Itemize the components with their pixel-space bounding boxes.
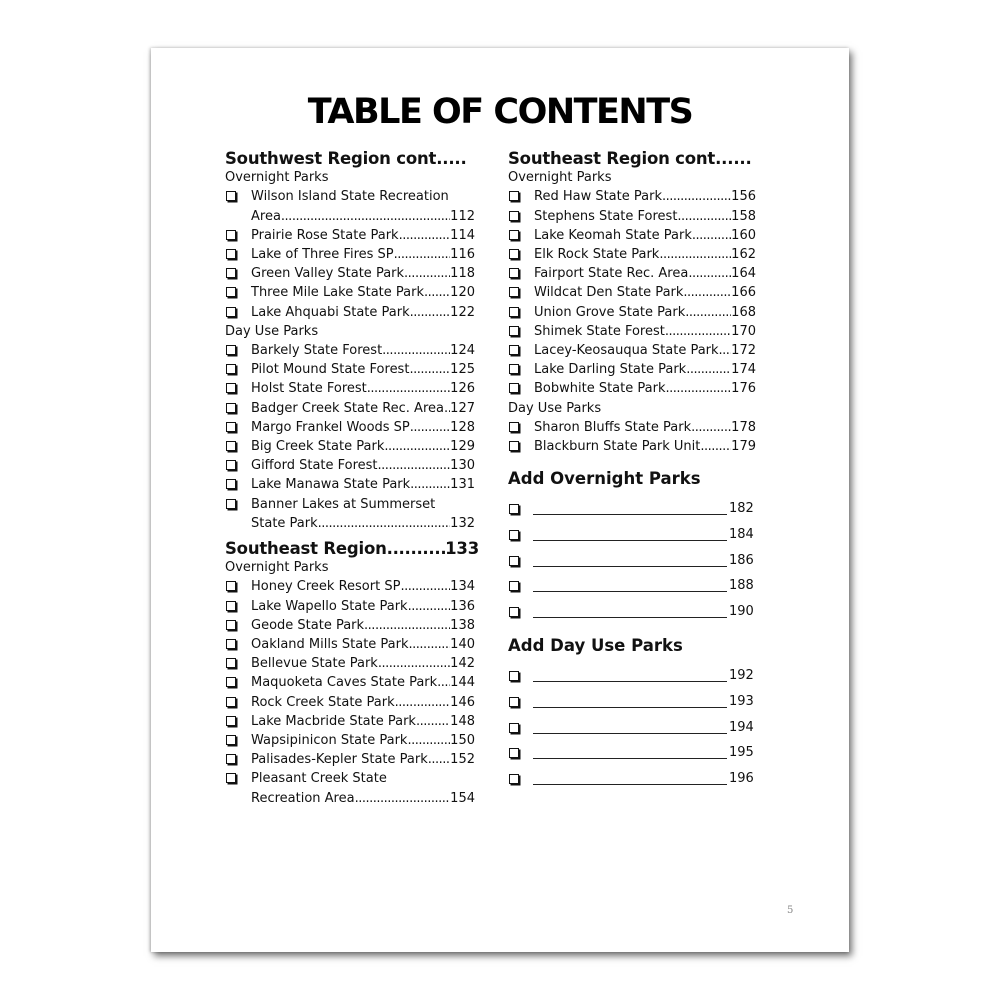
checkbox-icon[interactable] [509,697,519,707]
entry-page-number: 186 [729,552,754,568]
entry-page-number: 196 [729,771,754,787]
entry-label: Sharon Bluffs State Park [534,419,692,435]
entry-label: Margo Frankel Woods SP [251,419,410,435]
section-heading-add-day-use: Add Day Use Parks [508,636,683,656]
page-number: 5 [787,905,794,916]
leader-dots [378,654,450,673]
left-column [225,149,485,808]
checkbox-icon[interactable] [509,504,519,514]
blank-entry[interactable] [508,518,760,544]
toc-entry[interactable] [225,635,485,654]
checkbox-icon[interactable] [226,422,236,432]
leader-dots [394,245,451,264]
checkbox-icon[interactable] [509,326,519,336]
toc-entry[interactable] [225,264,485,283]
entry-page-number: 178 [731,419,756,435]
blank-entry[interactable] [508,544,760,570]
entry-page-number: 146 [450,694,475,710]
checkbox-icon[interactable] [509,345,519,355]
entry-label: Lake Darling State Park [534,362,687,378]
checkbox-icon[interactable] [226,191,236,201]
entry-label: Blackburn State Park Unit [534,439,701,454]
checkbox-icon[interactable] [226,639,236,649]
toc-entry[interactable] [508,283,760,302]
leader-dots [665,379,731,398]
entry-page-number: 148 [450,713,475,729]
leader-dots [382,341,450,360]
toc-entry[interactable] [508,207,760,226]
write-in-line[interactable] [533,603,727,618]
leader-dots [677,207,731,226]
leader-dots [404,264,450,283]
leader-dots [378,456,451,475]
document-page [151,48,849,952]
toc-entry[interactable] [225,731,485,750]
checkbox-icon[interactable] [509,249,519,259]
checkbox-icon[interactable] [226,620,236,630]
entry-page-number: 144 [450,675,475,691]
entry-page-number: 138 [450,617,475,633]
checkbox-icon[interactable] [509,723,519,733]
checkbox-icon[interactable] [226,658,236,668]
leader-dots [700,437,731,456]
checkbox-icon[interactable] [509,607,519,617]
leader-dots [683,283,731,302]
toc-entry[interactable] [508,245,760,264]
toc-entry[interactable] [225,712,485,731]
entry-label: Stephens State Forest [534,208,678,224]
entry-page-number: 127 [450,400,475,416]
write-in-line[interactable] [533,526,727,541]
entry-label: Gifford State Forest [251,458,378,474]
entry-label: Pilot Mound State Forest [251,362,410,378]
toc-list [225,187,485,321]
leader-dots [688,264,731,283]
toc-entry[interactable] [225,456,485,475]
entry-label: Wilson Island State Recreation [251,189,449,205]
checkbox-icon[interactable] [226,716,236,726]
leader-dots [355,789,451,808]
entry-page-number: 184 [729,526,754,542]
entry-label: Green Valley State Park [251,266,405,282]
page-title: TABLE OF CONTENTS [307,92,693,132]
leader-dots [364,616,450,635]
leader-dots [410,303,451,322]
toc-entry[interactable] [508,437,760,456]
checkbox-icon[interactable] [226,307,236,317]
checkbox-icon[interactable] [509,383,519,393]
entry-page-number: 168 [731,304,756,320]
entry-label: Palisades-Kepler State Park [251,752,428,768]
checkbox-icon[interactable] [226,345,236,355]
entry-label: State Park [251,515,318,531]
entry-label: Pleasant Creek State [251,771,387,787]
write-in-line[interactable] [533,770,727,785]
toc-entry[interactable] [225,341,485,360]
toc-list [225,577,485,807]
entry-page-number: 156 [731,189,756,205]
toc-entry[interactable] [225,769,485,807]
right-column [508,149,760,788]
write-in-line[interactable] [533,577,727,592]
leader-dots [281,207,450,226]
leader-dots [395,693,451,712]
entry-page-number: 174 [731,362,756,378]
toc-entry[interactable] [225,475,485,494]
checkbox-icon[interactable] [509,191,519,201]
entry-label: Honey Creek Resort SP [251,579,401,595]
entry-label: Prairie Rose State Park [251,227,399,243]
checkbox-icon[interactable] [226,364,236,374]
entry-page-number: 193 [729,693,754,709]
toc-entry[interactable] [508,187,760,206]
toc-entry[interactable] [508,322,760,341]
entry-page-number: 128 [450,419,475,435]
entry-label: Lake Wapello State Park [251,598,408,614]
toc-entry[interactable] [508,360,760,379]
toc-entry[interactable] [225,245,485,264]
entry-page-number: 130 [450,458,475,474]
leader-dots [400,577,450,596]
entry-page-number: 170 [731,323,756,339]
section-heading-add-overnight: Add Overnight Parks [508,469,701,489]
checkbox-icon[interactable] [226,735,236,745]
checkbox-icon[interactable] [226,479,236,489]
entry-page-number: 150 [450,733,475,749]
entry-page-number: 164 [731,266,756,282]
entry-label: Rock Creek State Park [251,694,395,710]
checkbox-icon[interactable] [509,774,519,784]
toc-entry[interactable] [225,283,485,302]
checkbox-icon[interactable] [226,403,236,413]
entry-page-number: 158 [731,208,756,224]
subheading-overnight: Overnight Parks [225,170,329,186]
write-in-line[interactable] [533,719,727,734]
entry-page-number: 112 [450,208,475,224]
toc-entry[interactable] [225,418,485,437]
entry-page-number: 194 [729,719,754,735]
entry-label: Maquoketa Caves State Park [251,675,438,691]
checkbox-icon[interactable] [509,748,519,758]
checkbox-icon[interactable] [226,754,236,764]
toc-entry[interactable] [508,341,760,360]
toc-entry[interactable] [225,616,485,635]
entry-label: Badger Creek State Rec. Area [251,400,444,416]
blank-entry-list [508,659,760,788]
entry-label: Banner Lakes at Summerset [251,496,436,512]
toc-entry[interactable] [225,303,485,322]
checkbox-icon[interactable] [226,499,236,509]
entry-page-number: 188 [729,578,754,594]
leader-dots [691,418,731,437]
entry-label: Lake of Three Fires SP [251,246,394,262]
checkbox-icon[interactable] [509,230,519,240]
entry-label: Red Haw State Park [534,189,662,205]
entry-label: Lake Macbride State Park [251,713,416,729]
subheading-overnight: Overnight Parks [225,560,329,576]
checkbox-icon[interactable] [509,287,519,297]
section-heading-southeast-cont: Southeast Region cont...... [508,149,752,168]
write-in-line[interactable] [533,693,727,708]
entry-label: Lacey-Keosauqua State Park [534,343,719,358]
checkbox-icon[interactable] [226,383,236,393]
entry-page-number: 192 [729,667,754,683]
leader-dots [410,418,450,437]
leader-dots [428,750,450,769]
entry-page-number: 131 [450,477,475,493]
entry-page-number: 118 [450,266,475,282]
section-heading-label: Southeast Region [225,539,387,559]
entry-label: Bellevue State Park [251,656,378,672]
entry-page-number: 132 [450,515,475,531]
leader-dots [387,539,446,558]
leader-dots [399,226,451,245]
entry-page-number: 120 [450,285,475,301]
entry-page-number: 179 [731,439,756,454]
entry-page-number: 154 [450,790,475,806]
entry-label: Geode State Park [251,617,365,633]
checkbox-icon[interactable] [226,230,236,240]
section-heading-page: 133 [445,539,479,559]
leader-dots [407,731,450,750]
subheading-day-use: Day Use Parks [225,323,319,339]
blank-entry[interactable] [508,659,760,685]
toc-entry[interactable] [508,264,760,283]
entry-page-number: 129 [450,439,475,454]
blank-entry[interactable] [508,595,760,621]
checkbox-icon[interactable] [226,287,236,297]
entry-label: Lake Ahquabi State Park [251,304,410,320]
section-heading-southeast [225,539,479,558]
checkbox-icon[interactable] [509,422,519,432]
blank-entry-list [508,492,760,621]
toc-list [225,341,485,533]
blank-entry[interactable] [508,737,760,763]
checkbox-icon[interactable] [226,581,236,591]
toc-entry[interactable] [225,673,485,692]
blank-entry[interactable] [508,685,760,711]
write-in-line[interactable] [533,667,727,682]
entry-label: Union Grove State Park [534,304,686,320]
entry-label: Recreation Area [251,790,355,806]
entry-label: Area [251,208,281,224]
checkbox-icon[interactable] [226,268,236,278]
leader-dots [318,514,451,533]
toc-entry[interactable] [225,226,485,245]
leader-dots [437,673,450,692]
checkbox-icon[interactable] [509,581,519,591]
leader-dots [367,379,450,398]
checkbox-icon[interactable] [226,697,236,707]
entry-label: Lake Keomah State Park [534,227,692,243]
entry-label: Wildcat Den State Park [534,285,684,301]
entry-label: Three Mile Lake State Park [251,285,424,301]
checkbox-icon[interactable] [509,441,519,451]
toc-entry[interactable] [225,750,485,769]
toc-list [508,418,760,456]
entry-page-number: 116 [450,246,475,262]
subheading-day-use: Day Use Parks [508,400,602,416]
toc-entry[interactable] [225,693,485,712]
leader-dots [686,360,731,379]
checkbox-icon[interactable] [226,441,236,451]
entry-page-number: 152 [450,752,475,768]
checkbox-icon[interactable] [226,773,236,783]
leader-dots [662,187,731,206]
leader-dots [424,283,450,302]
toc-entry[interactable] [225,495,485,533]
toc-entry[interactable] [225,597,485,616]
entry-page-number: 182 [729,501,754,516]
entry-label: Elk Rock State Park [534,246,660,262]
leader-dots [685,303,731,322]
write-in-line[interactable] [533,552,727,567]
write-in-line[interactable] [533,500,727,515]
entry-page-number: 122 [450,304,475,320]
leader-dots [416,712,450,731]
toc-entry[interactable] [225,577,485,596]
entry-page-number: 172 [731,343,756,358]
entry-label: Fairport State Rec. Area [534,266,689,282]
entry-page-number: 166 [731,285,756,301]
checkbox-icon[interactable] [226,677,236,687]
entry-label: Lake Manawa State Park [251,477,411,493]
checkbox-icon[interactable] [509,211,519,221]
blank-entry[interactable] [508,711,760,737]
checkbox-icon[interactable] [509,530,519,540]
entry-page-number: 136 [450,598,475,614]
entry-page-number: 190 [729,604,754,620]
blank-entry[interactable] [508,570,760,596]
checkbox-icon[interactable] [509,556,519,566]
toc-entry[interactable] [225,399,485,418]
entry-page-number: 134 [450,579,475,595]
checkbox-icon[interactable] [226,249,236,259]
checkbox-icon[interactable] [226,460,236,470]
blank-entry[interactable] [508,762,760,788]
entry-label: Oakland Mills State Park [251,637,409,652]
entry-label: Holst State Forest [251,381,367,397]
entry-page-number: 125 [450,362,475,378]
toc-entry[interactable] [225,187,485,225]
entry-page-number: 142 [450,656,475,672]
entry-label: Big Creek State Park [251,439,385,454]
checkbox-icon[interactable] [226,601,236,611]
entry-page-number: 176 [731,381,756,397]
subheading-overnight: Overnight Parks [508,170,612,186]
toc-entry[interactable] [225,379,485,398]
write-in-line[interactable] [533,744,727,759]
leader-dots [665,322,731,341]
leader-dots [409,635,451,654]
entry-label: Shimek State Forest [534,323,665,339]
section-heading-southwest-cont: Southwest Region cont..... [225,149,467,168]
entry-page-number: 195 [729,745,754,761]
entry-label: Wapsipinicon State Park [251,733,408,749]
leader-dots [692,226,731,245]
leader-dots [659,245,731,264]
entry-page-number: 114 [450,227,475,243]
entry-page-number: 126 [450,381,475,397]
toc-entry[interactable] [225,437,485,456]
toc-entry[interactable] [225,360,485,379]
leader-dots [409,360,450,379]
entry-page-number: 162 [731,246,756,262]
checkbox-icon[interactable] [509,364,519,374]
leader-dots [384,437,450,456]
toc-entry[interactable] [508,303,760,322]
toc-entry[interactable] [225,654,485,673]
toc-entry[interactable] [508,418,760,437]
entry-page-number: 124 [450,342,475,358]
toc-entry[interactable] [508,226,760,245]
blank-entry[interactable] [508,492,760,518]
leader-dots [410,475,450,494]
checkbox-icon[interactable] [509,671,519,681]
toc-entry[interactable] [508,379,760,398]
entry-label: Barkely State Forest [251,342,383,358]
checkbox-icon[interactable] [509,307,519,317]
checkbox-icon[interactable] [509,268,519,278]
toc-list [508,187,760,398]
leader-dots [408,597,451,616]
leader-dots [719,341,732,360]
entry-page-number: 160 [731,227,756,243]
entry-page-number: 140 [450,637,475,652]
entry-label: Bobwhite State Park [534,381,666,397]
